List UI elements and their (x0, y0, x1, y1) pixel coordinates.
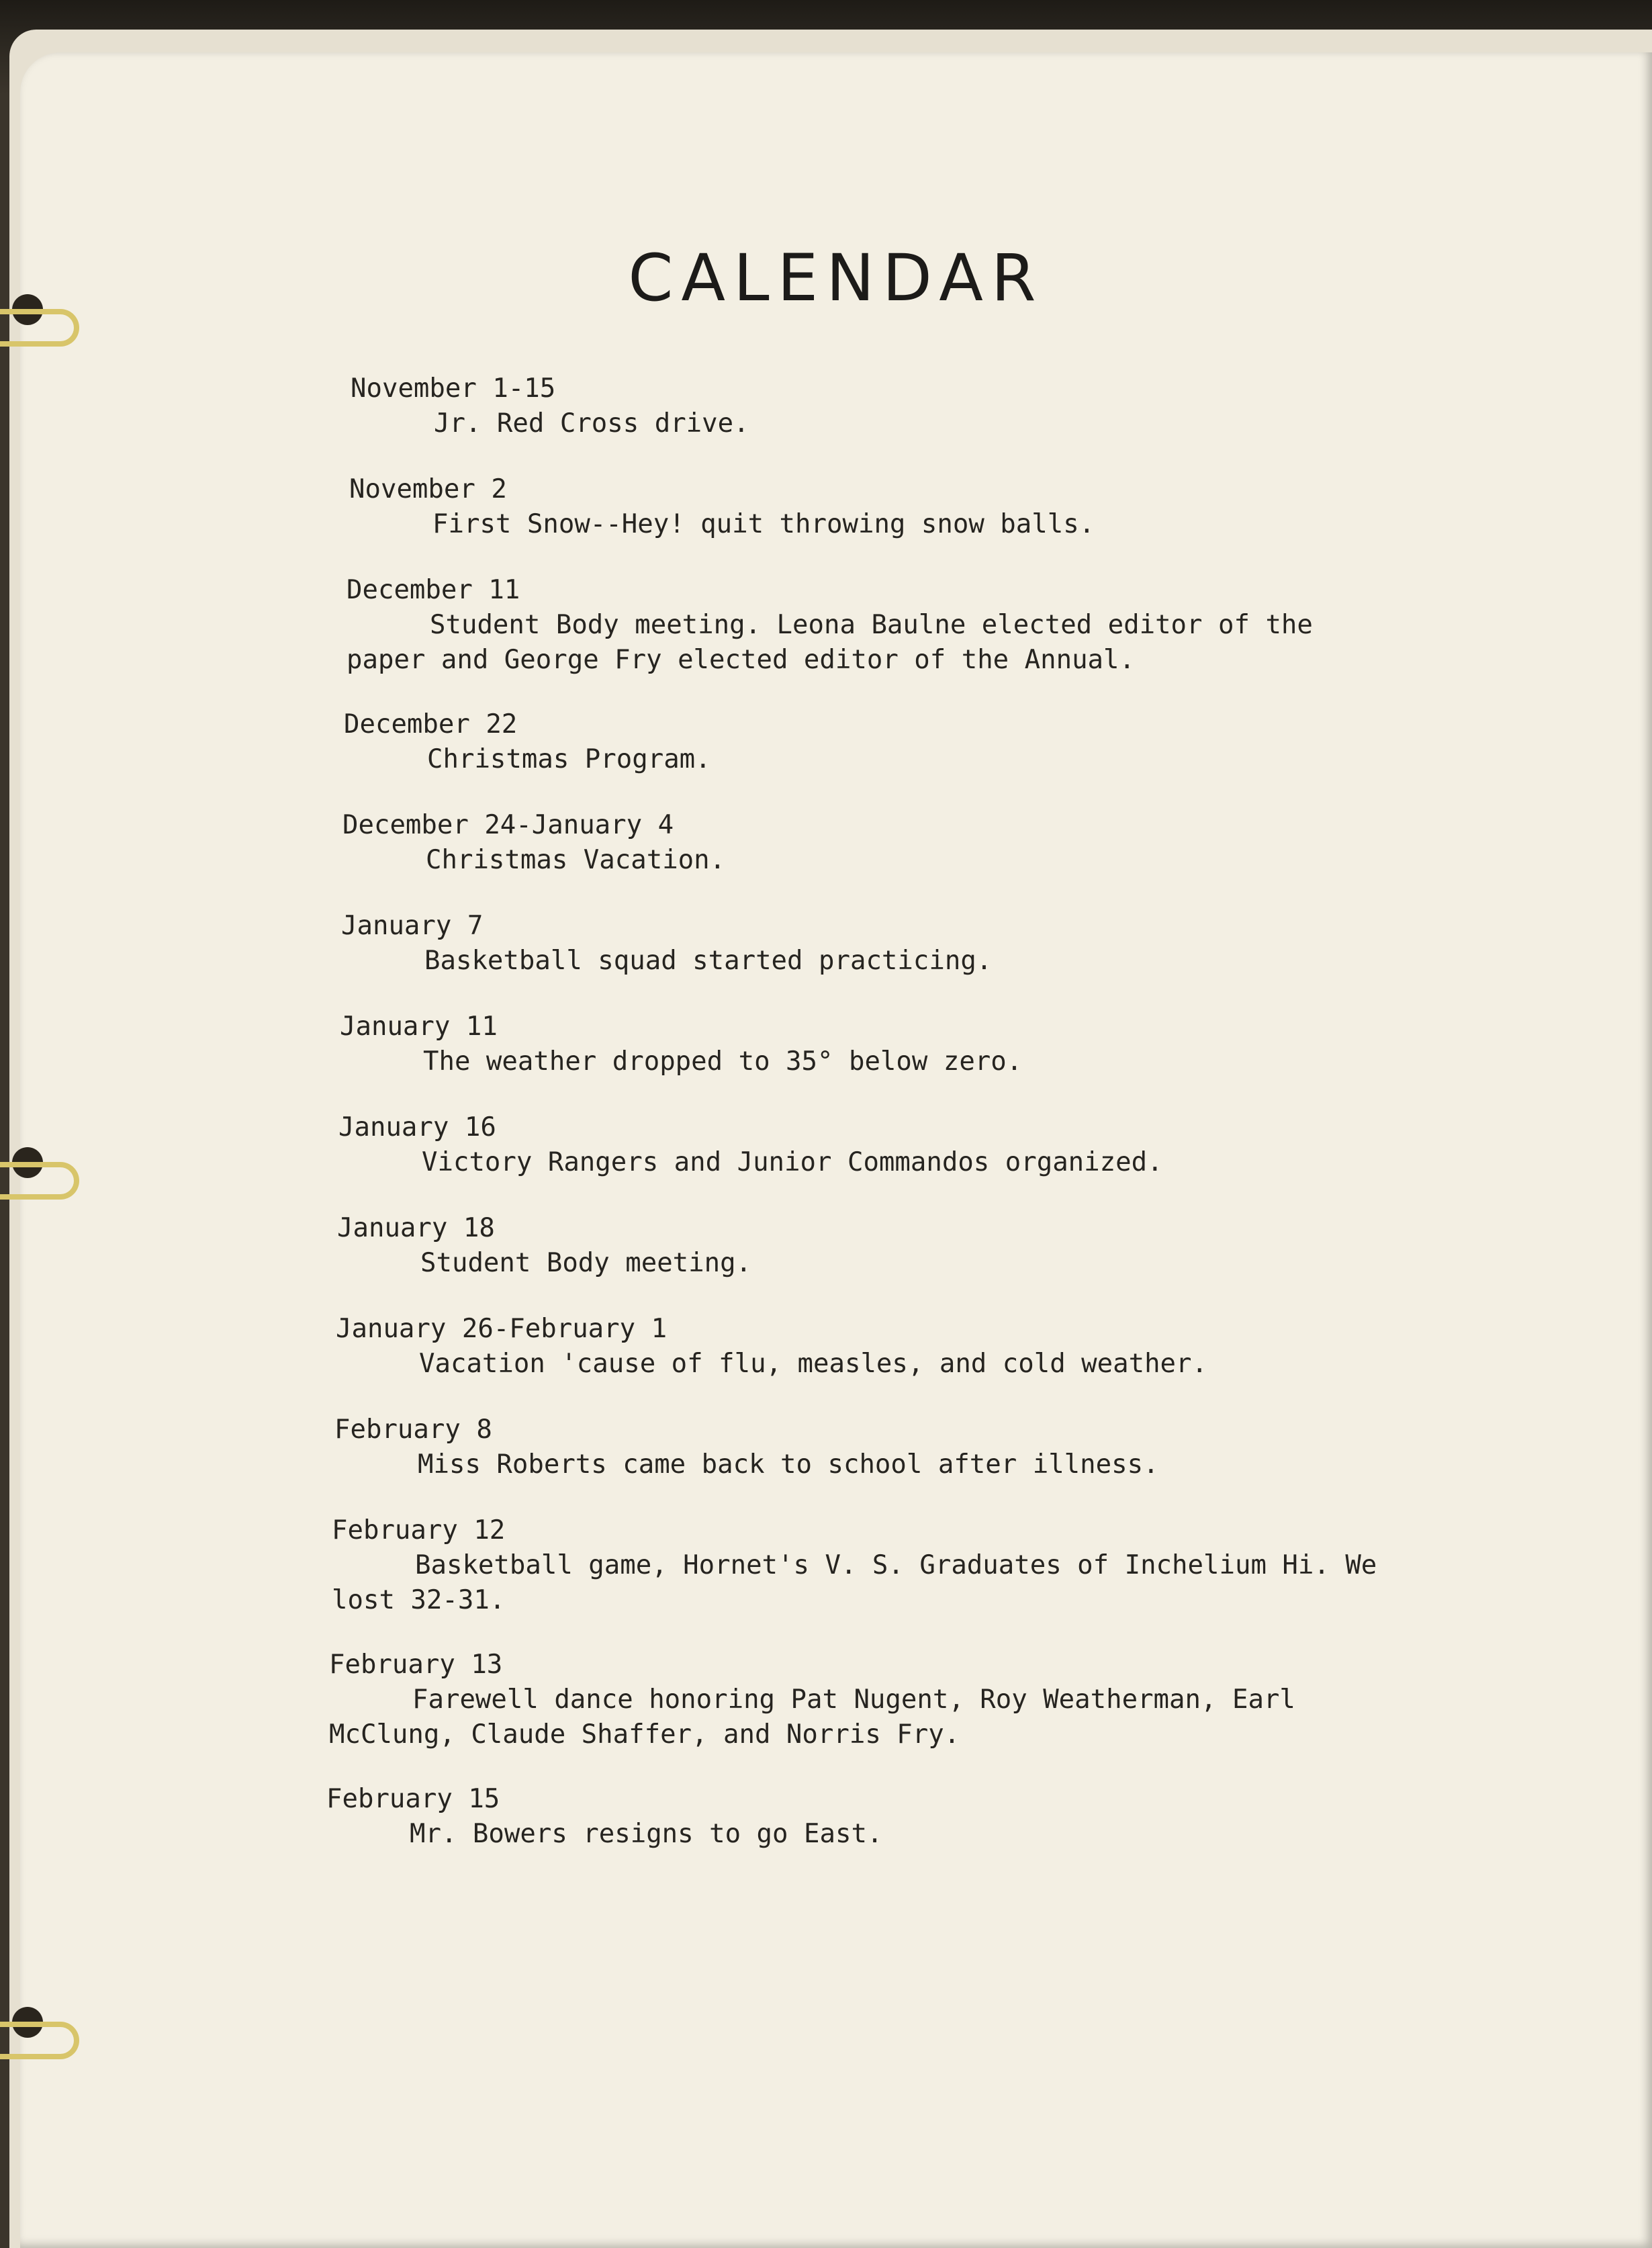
entry-event: Student Body meeting. Leona Baulne elected editor of the paper and George Fry elected editor of the Annual. (347, 610, 1313, 675)
calendar-entry (344, 707, 1391, 777)
entry-date: December 22 (344, 709, 518, 739)
entry-date: January 26-February 1 (336, 1314, 668, 1344)
entry-event: Miss Roberts came back to school after illness. (418, 1449, 1159, 1480)
calendar-entry (337, 1211, 1385, 1281)
calendar-entry (341, 909, 1389, 979)
calendar-entry (336, 1312, 1383, 1382)
entry-event: Christmas Vacation. (426, 845, 726, 875)
page-title: CALENDAR (628, 240, 1044, 316)
calendar-entry (347, 573, 1394, 678)
entry-date: November 2 (349, 474, 507, 504)
calendar-entry (351, 371, 1398, 441)
entry-date: November 1-15 (351, 373, 556, 404)
calendar-entry (329, 1648, 1377, 1752)
entry-event: First Snow--Hey! quit throwing snow balls. (432, 509, 1095, 539)
entry-date: February 12 (332, 1515, 506, 1545)
entry-event: Basketball game, Hornet's V. S. Graduates of Inchelium Hi. We lost 32-31. (332, 1550, 1377, 1615)
entry-event: Farewell dance honoring Pat Nugent, Roy Weatherman, Earl McClung, Claude Shaffer, and Norris Fry. (329, 1684, 1295, 1750)
calendar-entry (342, 808, 1390, 878)
entry-event: Christmas Program. (427, 744, 711, 774)
calendar-entry (332, 1513, 1379, 1618)
document-page (20, 52, 1652, 2248)
entry-date: February 13 (329, 1650, 503, 1680)
entry-date: January 7 (341, 911, 484, 941)
entry-date: December 11 (347, 575, 520, 605)
entry-date: December 24-January 4 (342, 810, 674, 840)
entry-event: Vacation 'cause of flu, measles, and cold weather. (419, 1349, 1207, 1379)
entry-date: January 16 (338, 1112, 496, 1142)
entry-event: Mr. Bowers resigns to go East. (410, 1819, 883, 1849)
entry-date: February 15 (326, 1784, 500, 1814)
calendar-entry (340, 1009, 1387, 1079)
calendar-entries (20, 52, 1652, 2248)
entry-event: Student Body meeting. (420, 1248, 752, 1278)
calendar-entry (334, 1412, 1382, 1482)
entry-event: The weather dropped to 35° below zero. (423, 1046, 1023, 1077)
calendar-entry (349, 472, 1397, 542)
entry-event: Victory Rangers and Junior Commandos organized. (422, 1147, 1163, 1177)
entry-date: February 8 (334, 1414, 492, 1445)
entry-date: January 18 (337, 1213, 495, 1243)
calendar-entry (338, 1110, 1386, 1180)
entry-event: Jr. Red Cross drive. (434, 408, 749, 439)
entry-date: January 11 (340, 1011, 498, 1042)
calendar-entry (326, 1782, 1374, 1852)
entry-event: Basketball squad started practicing. (424, 946, 993, 976)
